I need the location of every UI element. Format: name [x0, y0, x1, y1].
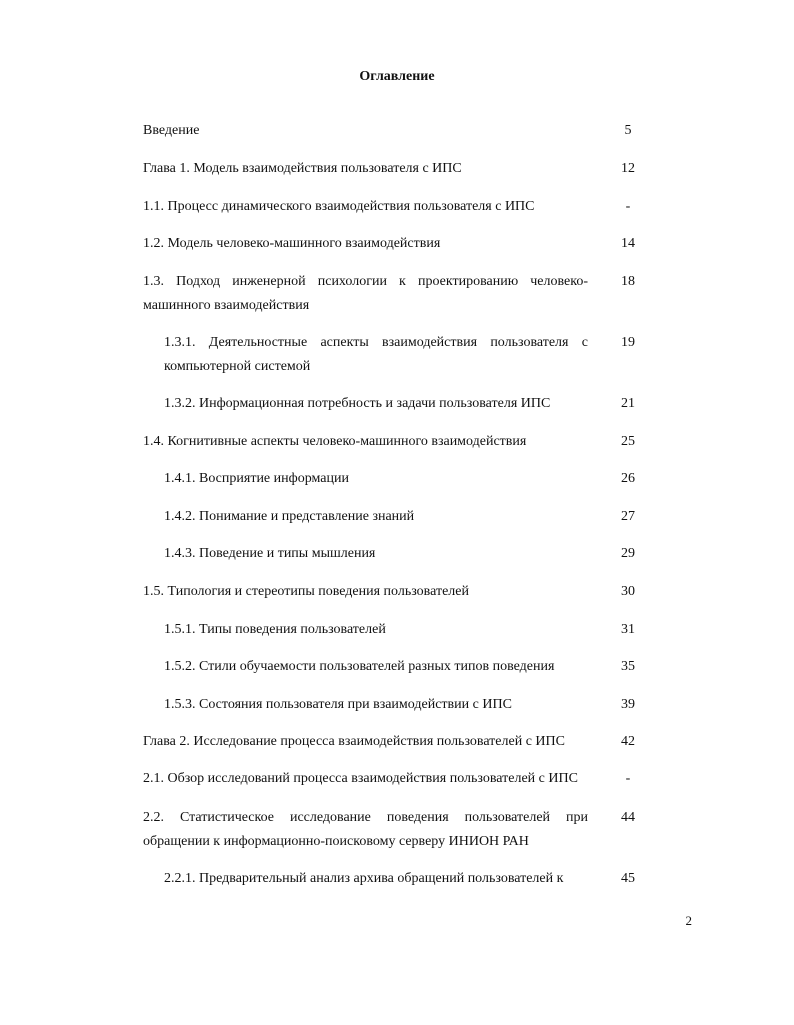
toc-entry-text: 2.1. Обзор исследований процесса взаимодействия пользователей с ИПС — [143, 771, 578, 786]
toc-entry-page: 5 — [624, 123, 632, 138]
toc-entry-text: 1.4.3. Поведение и типы мышления — [164, 546, 376, 561]
toc-entry-text: 1.4.2. Понимание и представление знаний — [164, 509, 415, 524]
toc-entry-page: 18 — [621, 274, 635, 289]
toc-title: Оглавление — [359, 69, 435, 84]
toc-entry-text: 1.5. Типология и стереотипы поведения пользователей — [143, 584, 469, 599]
toc-entry-text: 2.2. Статистическое исследование поведения пользователей при обращении к информационно-поисковому серверу ИНИОН РАН — [143, 810, 588, 849]
toc-entry-page: 19 — [621, 335, 635, 350]
toc-entry-text: 1.5.2. Стили обучаемости пользователей разных типов поведения — [164, 659, 555, 674]
toc-entry-page: - — [625, 771, 631, 786]
toc-entry-text: 1.3.2. Информационная потребность и задачи пользователя ИПС — [164, 396, 551, 411]
toc-entry-page: 44 — [621, 810, 635, 825]
toc-entry-page: 27 — [621, 509, 635, 524]
toc-entry-page: 26 — [621, 471, 635, 486]
toc-entry-page: 14 — [621, 236, 635, 251]
toc-entry-text: 1.5.1. Типы поведения пользователей — [164, 622, 386, 637]
toc-entry-page: 30 — [621, 584, 635, 599]
toc-entry-page: 42 — [621, 734, 635, 749]
page-number: 2 — [685, 913, 692, 928]
toc-entry-text: Введение — [143, 123, 200, 138]
toc-entry-text: 2.2.1. Предварительный анализ архива обращений пользователей к — [164, 871, 564, 886]
toc-entry-page: 45 — [621, 871, 635, 886]
toc-entry-page: 21 — [621, 396, 635, 411]
toc-entry-text: 1.3.1. Деятельностные аспекты взаимодействия пользователя с компьютерной системой — [164, 335, 588, 374]
toc-entry-page: 35 — [621, 659, 635, 674]
toc-entry-text: Глава 2. Исследование процесса взаимодействия пользователей с ИПС — [143, 734, 565, 749]
toc-entry-text: 1.4. Когнитивные аспекты человеко-машинного взаимодействия — [143, 434, 527, 449]
toc-entry-text: Глава 1. Модель взаимодействия пользователя с ИПС — [143, 161, 462, 176]
toc-entry-page: 25 — [621, 434, 635, 449]
toc-entry-text: 1.2. Модель человеко-машинного взаимодействия — [143, 236, 441, 251]
toc-entry-text: 1.3. Подход инженерной психологии к проектированию человеко-машинного взаимодействия — [143, 274, 588, 313]
toc-entry-text: 1.4.1. Восприятие информации — [164, 471, 349, 486]
toc-entry-page: 29 — [621, 546, 635, 561]
toc-entry-text: 1.5.3. Состояния пользователя при взаимодействии с ИПС — [164, 697, 512, 712]
toc-entry-page: - — [625, 199, 631, 214]
toc-entry-page: 12 — [621, 161, 635, 176]
toc-entry-page: 31 — [621, 622, 635, 637]
toc-entry-text: 1.1. Процесс динамического взаимодействия пользователя с ИПС — [143, 199, 535, 214]
toc-entry-page: 39 — [621, 697, 635, 712]
